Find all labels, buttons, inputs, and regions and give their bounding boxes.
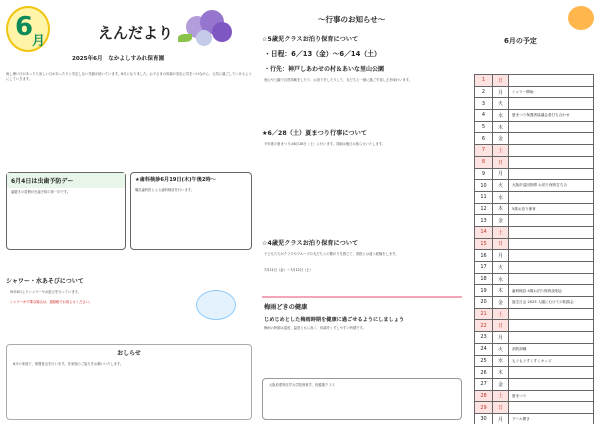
calendar-weekday: 水 xyxy=(493,191,509,203)
page-title: えんだより xyxy=(98,24,174,42)
calendar-event xyxy=(509,168,594,180)
calendar-day: 13 xyxy=(475,215,493,227)
calendar-row xyxy=(475,355,594,367)
calendar-weekday: 月 xyxy=(493,86,509,98)
divider xyxy=(262,296,462,298)
calendar-day: 28 xyxy=(475,390,493,402)
calendar-day: 24 xyxy=(475,343,493,355)
calendar-day: 12 xyxy=(475,203,493,215)
dental-check-text: 嘱託歯科医による歯科検診を行います。 xyxy=(135,188,195,192)
calendar-row xyxy=(475,215,594,227)
calendar-row xyxy=(475,75,594,87)
calendar-row xyxy=(475,145,594,157)
calendar-row xyxy=(475,297,594,309)
calendar-row xyxy=(475,226,594,238)
calendar-weekday: 木 xyxy=(493,285,509,297)
calendar-event xyxy=(509,191,594,203)
calendar-event: シャワー開始 xyxy=(509,86,594,98)
calendar-day: 15 xyxy=(475,238,493,250)
calendar-event xyxy=(509,262,594,274)
calendar-event xyxy=(509,145,594,157)
calendar-row xyxy=(475,367,594,379)
calendar-day: 10 xyxy=(475,180,493,192)
teacher-text: 大阪府愛育医学大学院保育学、校健康クラス xyxy=(269,383,335,387)
dental-check-box xyxy=(130,172,252,250)
calendar-weekday: 金 xyxy=(493,215,509,227)
calendar-row xyxy=(475,180,594,192)
calendar-event: プール開き xyxy=(509,413,594,424)
tooth-day-box xyxy=(6,172,126,250)
tooth-day-text: 歯磨きの習慣が虫歯予防の第一歩です。 xyxy=(11,190,71,194)
calendar-weekday: 木 xyxy=(493,367,509,379)
calendar-row xyxy=(475,378,594,390)
calendar-event xyxy=(509,75,594,87)
calendar-weekday: 水 xyxy=(493,110,509,122)
pre4-trip-heading: ☆4歳児クラスお泊り保育について xyxy=(262,240,359,247)
calendar-event xyxy=(509,121,594,133)
calendar-event: 夏まつり保護者協議会者打ち合わせ xyxy=(509,110,594,122)
left-column xyxy=(0,0,256,424)
calendar-weekday: 金 xyxy=(493,378,509,390)
calendar-row xyxy=(475,238,594,250)
tooth-day-title: 6月4日は虫歯予防デー xyxy=(7,173,125,188)
calendar-day: 19 xyxy=(475,285,493,297)
calendar-row xyxy=(475,156,594,168)
calendar-day: 22 xyxy=(475,320,493,332)
calendar-day: 17 xyxy=(475,262,493,274)
pre4-trip-text: 子どもたちがクラスやグループの友だちとの繋がりを感じて、普段とは違う経験をします。 xyxy=(264,252,399,256)
calendar-day: 1 xyxy=(475,75,493,87)
calendar-weekday: 月 xyxy=(493,168,509,180)
calendar-event xyxy=(509,320,594,332)
calendar-day: 14 xyxy=(475,226,493,238)
calendar-event: 大阪市巡回指導 お泊り保育打ち合 xyxy=(509,180,594,192)
calendar-weekday: 火 xyxy=(493,343,509,355)
pre5-trip-date: ・日程：6／13（金）〜6／14（土） xyxy=(264,50,381,58)
calendar-row xyxy=(475,133,594,145)
month-kanji: 月 xyxy=(32,34,46,49)
issue-subtitle: 2025年6月 なかよしすみれ保育園 xyxy=(72,56,165,62)
calendar-day: 7 xyxy=(475,145,493,157)
shower-text: 毎年6月よりシャワーや水遊びを行っています。 xyxy=(10,290,82,294)
calendar-day: 20 xyxy=(475,297,493,309)
calendar-event xyxy=(509,98,594,110)
calendar-day: 6 xyxy=(475,133,493,145)
notice-text: 6月の家庭で、保護者会を行います。各家庭のご協力をお願いいたします。 xyxy=(13,362,124,366)
calendar-event xyxy=(509,367,594,379)
kid-water-illustration xyxy=(196,290,236,320)
calendar-row xyxy=(475,343,594,355)
notice-box xyxy=(6,344,252,420)
rainy-health-text: 梅雨の時期は湿度、温度ともに高く、体調をくずしやすい時期です。 xyxy=(264,326,366,330)
calendar-day: 3 xyxy=(475,98,493,110)
calendar-row xyxy=(475,98,594,110)
calendar-day: 4 xyxy=(475,110,493,122)
calendar-weekday: 月 xyxy=(493,332,509,344)
calendar-event xyxy=(509,215,594,227)
calendar-day: 2 xyxy=(475,86,493,98)
calendar-event xyxy=(509,402,594,414)
calendar-weekday: 土 xyxy=(493,145,509,157)
calendar-weekday: 土 xyxy=(493,226,509,238)
calendar-event xyxy=(509,308,594,320)
calendar-weekday: 日 xyxy=(493,402,509,414)
events-column xyxy=(258,0,466,424)
calendar-row xyxy=(475,413,594,424)
calendar-event: 5歳お泊り保育 xyxy=(509,203,594,215)
calendar-row xyxy=(475,86,594,98)
calendar-row xyxy=(475,320,594,332)
summer-fes-text: 今年度の夏まつりは6月28日（土）に行います。詳細は後日お知らせいたします。 xyxy=(264,142,386,146)
calendar-weekday: 土 xyxy=(493,390,509,402)
calendar-weekday: 火 xyxy=(493,180,509,192)
calendar-row xyxy=(475,203,594,215)
calendar-row xyxy=(475,121,594,133)
summer-fes-heading: ★6／28（土）夏まつり行事について xyxy=(262,130,367,137)
calendar-event: 誕生日会 2025 入園にむけての相談会 xyxy=(509,297,594,309)
calendar-weekday: 日 xyxy=(493,75,509,87)
calendar-weekday: 火 xyxy=(493,262,509,274)
calendar-event xyxy=(509,250,594,262)
calendar-event xyxy=(509,156,594,168)
calendar-day: 26 xyxy=(475,367,493,379)
pre5-trip-heading: ☆5歳児クラスお泊り保育について xyxy=(262,36,359,43)
dental-check-title: ★歯科検診6月19日(木)午後2時〜 xyxy=(135,177,216,183)
calendar-day: 29 xyxy=(475,402,493,414)
calendar-day: 27 xyxy=(475,378,493,390)
calendar-day: 9 xyxy=(475,168,493,180)
calendar-weekday: 水 xyxy=(493,355,509,367)
calendar-weekday: 水 xyxy=(493,273,509,285)
calendar-day: 8 xyxy=(475,156,493,168)
calendar-day: 23 xyxy=(475,332,493,344)
calendar-day: 21 xyxy=(475,308,493,320)
calendar-row xyxy=(475,285,594,297)
pre5-trip-text: 里山や公園で自然体験をしたり、お泊りをしたりして、友だちと一緒に過ごす楽しさを味わいます。 xyxy=(264,78,413,82)
calendar-column xyxy=(468,0,600,424)
calendar-day: 18 xyxy=(475,273,493,285)
calendar-row xyxy=(475,273,594,285)
rainy-health-heading: 梅雨どきの健康 xyxy=(264,304,308,311)
calendar-row xyxy=(475,250,594,262)
calendar-day: 16 xyxy=(475,250,493,262)
calendar-event xyxy=(509,133,594,145)
cat-icon xyxy=(568,6,594,30)
calendar-table xyxy=(474,74,594,424)
calendar-row xyxy=(475,332,594,344)
calendar-day: 30 xyxy=(475,413,493,424)
calendar-weekday: 木 xyxy=(493,121,509,133)
calendar-weekday: 月 xyxy=(493,413,509,424)
notice-title: おしらせ xyxy=(117,350,141,357)
calendar-event: 消防訓練 xyxy=(509,343,594,355)
rainy-health-subheading: じめじめとした梅雨時期を健康に過ごせるようにしましょう xyxy=(264,317,405,323)
calendar-day: 5 xyxy=(475,121,493,133)
calendar-weekday: 月 xyxy=(493,250,509,262)
calendar-weekday: 土 xyxy=(493,308,509,320)
calendar-row xyxy=(475,110,594,122)
calendar-row xyxy=(475,390,594,402)
calendar-weekday: 金 xyxy=(493,297,509,309)
calendar-event xyxy=(509,332,594,344)
pre5-trip-place: ・行先：神戸しあわせの村＆あいな里山公園 xyxy=(264,66,385,73)
events-title: 〜行事のお知らせ〜 xyxy=(318,15,386,24)
calendar-title: 6月の予定 xyxy=(504,37,537,45)
calendar-weekday: 日 xyxy=(493,320,509,332)
calendar-event xyxy=(509,226,594,238)
calendar-row xyxy=(475,402,594,414)
month-badge xyxy=(6,6,50,52)
intro-text: 雨し暑い日があったり涼しい日があったりと安定しない気候が続いています。6月になりました。お子さまの体調の変化に気をつけながら、元気に過ごしていけるようにしていきます。 xyxy=(6,72,252,82)
calendar-weekday: 木 xyxy=(493,203,509,215)
calendar-event xyxy=(509,238,594,250)
calendar-row xyxy=(475,168,594,180)
calendar-event: もぐもぐすくすくキッズ xyxy=(509,355,594,367)
calendar-weekday: 日 xyxy=(493,238,509,250)
calendar-weekday: 金 xyxy=(493,133,509,145)
month-number: 6 xyxy=(15,12,34,42)
calendar-weekday: 日 xyxy=(493,156,509,168)
calendar-row xyxy=(475,191,594,203)
calendar-event: 夏まつり xyxy=(509,390,594,402)
calendar-event: 歯科検診 4歳お泊り保育説明会 xyxy=(509,285,594,297)
teacher-box xyxy=(262,378,462,420)
shower-heading: シャワー・水あそびについて xyxy=(6,278,84,285)
calendar-row xyxy=(475,308,594,320)
calendar-weekday: 火 xyxy=(493,98,509,110)
calendar-event xyxy=(509,378,594,390)
calendar-row xyxy=(475,262,594,274)
calendar-day: 11 xyxy=(475,191,493,203)
calendar-event xyxy=(509,273,594,285)
shower-highlight: シャワーが不要な場合は、連絡帳でお知らせください。 xyxy=(10,300,93,304)
pre4-trip-date: 7月11日（金）〜7月12日（土） xyxy=(264,268,313,272)
calendar-day: 25 xyxy=(475,355,493,367)
